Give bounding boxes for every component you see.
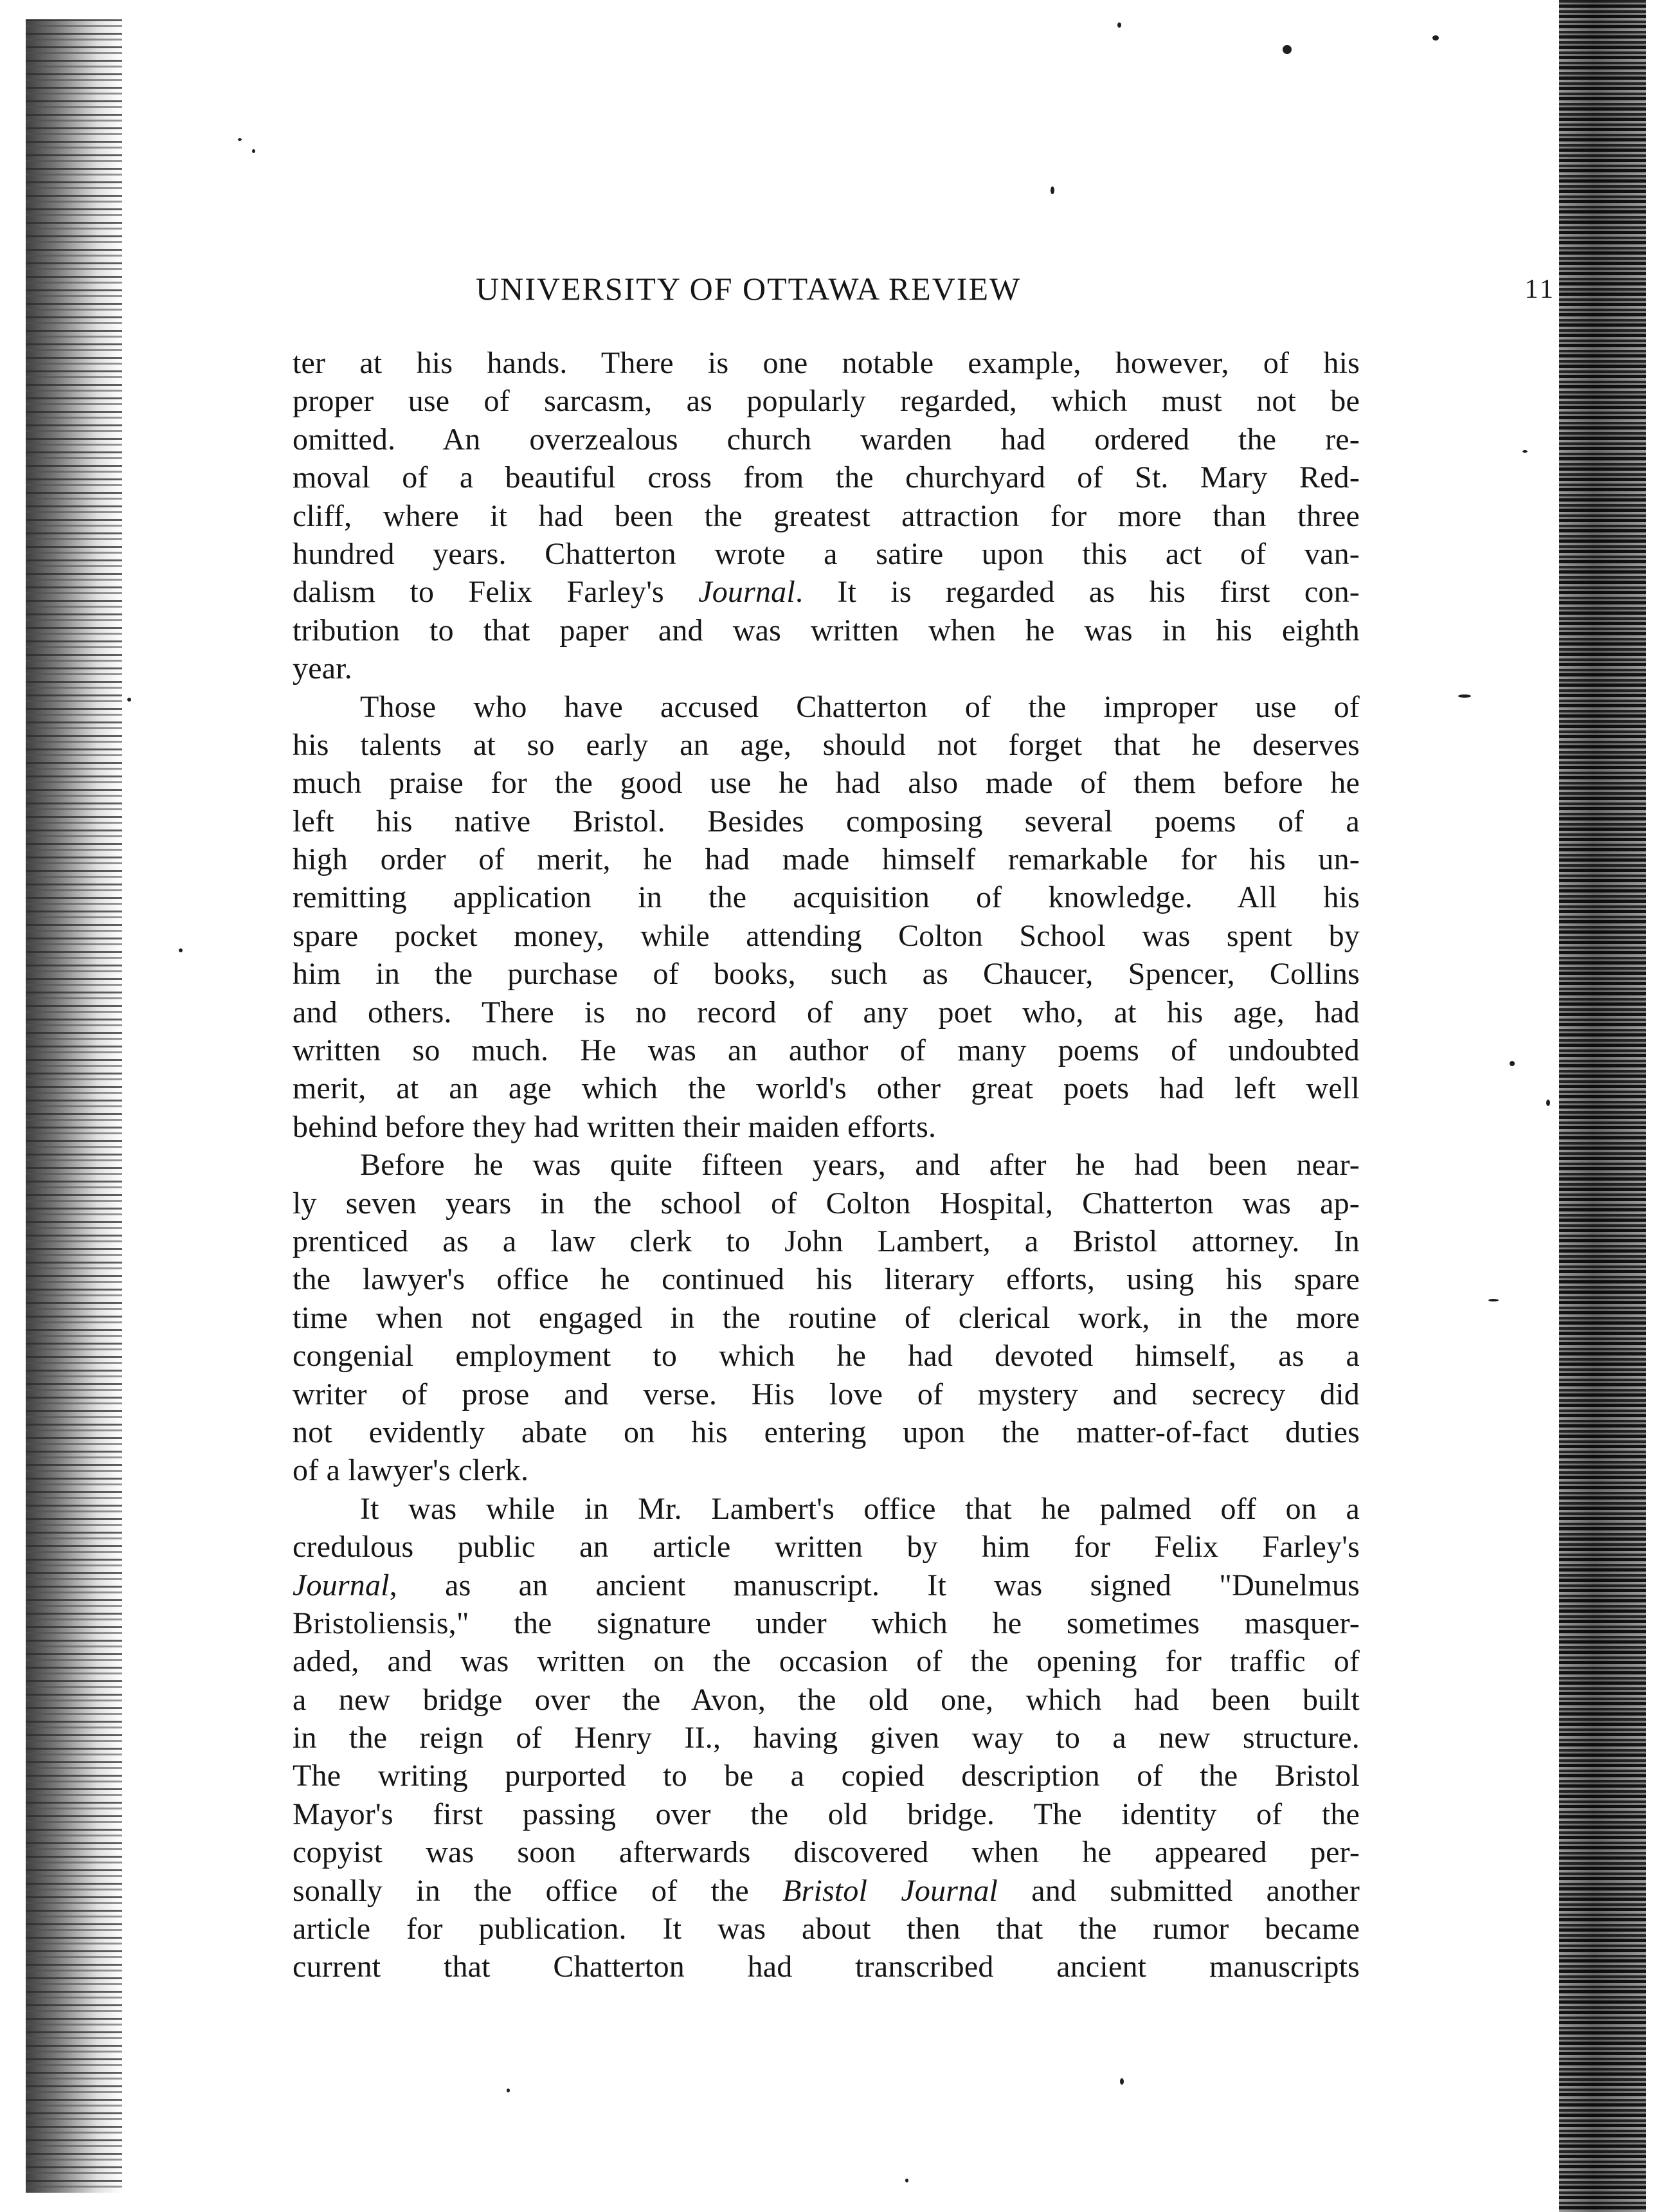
- text-line: high order of merit, he had made himself remarkable for his un-: [293, 842, 1360, 877]
- scan-speck: [1546, 1100, 1550, 1106]
- text-line: time when not engaged in the routine of clerical work, in the more: [293, 1300, 1360, 1335]
- paragraph: [293, 1490, 1360, 1986]
- scan-edge-right: [1559, 0, 1646, 2212]
- paragraph: [293, 344, 1360, 688]
- text-line: moval of a beautiful cross from the churchyard of St. Mary Red-: [293, 460, 1360, 495]
- text-line: left his native Bristol. Besides composing several poems of a: [293, 804, 1360, 839]
- scan-speck: [1117, 23, 1121, 28]
- text-line: omitted. An overzealous church warden had ordered the re-: [293, 422, 1360, 457]
- text-line: article for publication. It was about then that the rumor became: [293, 1912, 1360, 1946]
- text-line: Mayor's first passing over the old bridge. The identity of the: [293, 1797, 1360, 1831]
- text-line: the lawyer's office he continued his literary efforts, using his spare: [293, 1262, 1360, 1297]
- text-line: credulous public an article written by him for Felix Farley's: [293, 1530, 1360, 1564]
- scan-speck: [238, 138, 242, 141]
- text-line: tribution to that paper and was written when he was in his eighth: [293, 613, 1360, 648]
- scan-speck: [1458, 694, 1471, 698]
- running-head: [476, 270, 1556, 315]
- text-line: Those who have accused Chatterton of the improper use of: [360, 689, 1360, 724]
- text-line: a new bridge over the Avon, the old one, which had been built: [293, 1682, 1360, 1717]
- scan-speck: [1051, 186, 1054, 194]
- running-title: UNIVERSITY OF OTTAWA REVIEW: [476, 271, 1022, 307]
- scan-speck: [905, 2179, 908, 2182]
- text-line: congenial employment to which he had devoted himself, as a: [293, 1339, 1360, 1373]
- text-line: year.: [293, 651, 352, 686]
- text-line: spare pocket money, while attending Colton School was spent by: [293, 918, 1360, 953]
- paragraph: [293, 688, 1360, 1147]
- text-line: aded, and was written on the occasion of the opening for traffic of: [293, 1644, 1360, 1679]
- scan-speck: [1488, 1299, 1499, 1301]
- text-line: dalism to Felix Farley's Journal. It is regarded as his first con-: [293, 575, 1360, 610]
- scan-speck: [1522, 450, 1528, 453]
- text-line: behind before they had written their maiden efforts.: [293, 1109, 937, 1144]
- text-line: much praise for the good use he had also made of them before he: [293, 766, 1360, 801]
- text-line: written so much. He was an author of many poems of undoubted: [293, 1033, 1360, 1068]
- text-line: his talents at so early an age, should not forget that he deserves: [293, 727, 1360, 762]
- text-line: current that Chatterton had transcribed ancient manuscripts: [293, 1950, 1360, 1984]
- text-line: and others. There is no record of any poet who, at his age, had: [293, 995, 1360, 1029]
- scan-speck: [252, 149, 255, 153]
- text-line: hundred years. Chatterton wrote a satire upon this act of van-: [293, 536, 1360, 571]
- text-line: ly seven years in the school of Colton Hospital, Chatterton was ap-: [293, 1186, 1360, 1220]
- text-line: in the reign of Henry II., having given way to a new structure.: [293, 1721, 1360, 1755]
- text-line: copyist was soon afterwards discovered when he appeared per-: [293, 1835, 1360, 1870]
- text-line: him in the purchase of books, such as Chaucer, Spencer, Collins: [293, 957, 1360, 992]
- scan-speck: [179, 948, 183, 952]
- scan-speck: [1283, 45, 1292, 54]
- text-line: Before he was quite fifteen years, and after he had been near-: [360, 1148, 1360, 1183]
- text-line: Journal, as an ancient manuscript. It was signed "Dunelmus: [293, 1568, 1360, 1602]
- text-line: It was while in Mr. Lambert's office that he palmed off on a: [360, 1491, 1360, 1526]
- text-line: writer of prose and verse. His love of mystery and secrecy did: [293, 1377, 1360, 1411]
- text-line: of a lawyer's clerk.: [293, 1453, 529, 1488]
- scan-speck: [1432, 35, 1439, 41]
- text-line: ter at his hands. There is one notable example, however, of his: [293, 346, 1360, 380]
- text-line: The writing purported to be a copied description of the Bristol: [293, 1759, 1360, 1793]
- scan-speck: [1510, 1061, 1515, 1066]
- text-line: merit, at an age which the world's other great poets had left well: [293, 1071, 1360, 1106]
- page-number: 11: [1524, 275, 1556, 304]
- text-line: sonally in the office of the Bristol Journal and submitted another: [293, 1873, 1360, 1908]
- text-line: not evidently abate on his entering upon the matter-of-fact duties: [293, 1415, 1360, 1449]
- text-line: remitting application in the acquisition of knowledge. All his: [293, 880, 1360, 915]
- text-line: proper use of sarcasm, as popularly regarded, which must not be: [293, 384, 1360, 419]
- text-line: Bristoliensis," the signature under which he sometimes masquer-: [293, 1606, 1360, 1640]
- scan-speck: [1120, 2078, 1124, 2085]
- scan-edge-left: [26, 19, 122, 2193]
- scan-speck: [127, 698, 131, 702]
- text-line: prenticed as a law clerk to John Lambert, a Bristol attorney. In: [293, 1224, 1360, 1258]
- scan-speck: [507, 2089, 510, 2092]
- paragraph: [293, 1146, 1360, 1490]
- text-line: cliff, where it had been the greatest attraction for more than three: [293, 498, 1360, 533]
- body-text: [293, 344, 1360, 1986]
